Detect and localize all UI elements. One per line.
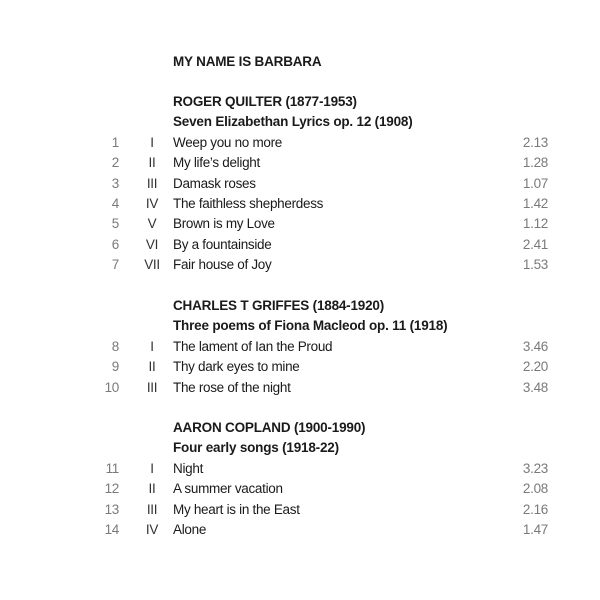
movement-number: I (150, 461, 154, 476)
movement-number: I (150, 339, 154, 354)
track-duration: 2.08 (522, 481, 548, 497)
work-heading: Four early songs (1918-22) (173, 440, 339, 455)
track-number: 9 (111, 359, 119, 375)
track-duration: 1.07 (522, 175, 548, 191)
movement-number: IV (145, 522, 159, 538)
track-row (0, 522, 600, 542)
work-heading: Seven Elizabethan Lyrics op. 12 (1908) (173, 114, 413, 129)
track-duration: 1.28 (522, 155, 548, 171)
track-row (0, 380, 600, 400)
track-row (0, 339, 600, 359)
track-title: Damask roses (173, 175, 256, 191)
track-duration: 3.48 (522, 379, 548, 395)
track-title: By a fountainside (173, 236, 272, 252)
track-title: Weep you no more (173, 135, 283, 150)
track-number: 11 (105, 461, 119, 476)
composer-heading: AARON COPLAND (1900-1990) (173, 420, 366, 435)
movement-number: I (150, 135, 154, 150)
track-number: 5 (111, 216, 119, 232)
movement-number: IV (145, 196, 159, 212)
track-number: 1 (111, 135, 119, 150)
track-row (0, 237, 600, 257)
track-row (0, 196, 600, 216)
composer-heading: ROGER QUILTER (1877-1953) (173, 94, 357, 109)
track-row (0, 176, 600, 196)
track-row (0, 359, 600, 379)
track-title: Night (173, 461, 204, 476)
track-duration: 3.46 (522, 339, 548, 354)
movement-number: V (147, 216, 157, 232)
track-title: The rose of the night (173, 379, 291, 395)
movement-number: III (146, 501, 158, 517)
movement-number: VII (144, 257, 160, 273)
track-row (0, 502, 600, 522)
work-heading: Three poems of Fiona Macleod op. 11 (1918) (173, 318, 448, 333)
track-title: Brown is my Love (173, 216, 275, 232)
track-row (0, 257, 600, 277)
track-title: The lament of Ian the Proud (173, 339, 333, 354)
track-duration: 1.12 (522, 216, 548, 232)
composer-heading: CHARLES T GRIFFES (1884-1920) (173, 298, 385, 313)
track-duration: 2.13 (522, 135, 548, 150)
track-title: Alone (173, 522, 207, 538)
track-number: 10 (104, 379, 119, 395)
movement-number: III (146, 175, 158, 191)
track-row (0, 461, 600, 481)
track-duration: 3.23 (522, 461, 548, 476)
track-duration: 1.42 (522, 196, 548, 212)
movement-number: VI (145, 236, 159, 252)
album-title: MY NAME IS BARBARA (173, 54, 322, 69)
track-row (0, 155, 600, 175)
track-row (0, 216, 600, 236)
track-duration: 1.53 (522, 257, 548, 273)
track-duration: 2.41 (522, 236, 548, 252)
track-number: 13 (104, 501, 119, 517)
track-title: Fair house of Joy (173, 257, 272, 273)
track-title: My life’s delight (173, 155, 260, 171)
track-title: My heart is in the East (173, 501, 300, 517)
movement-number: II (148, 155, 156, 171)
track-number: 7 (111, 257, 119, 273)
track-number: 4 (111, 196, 119, 212)
track-number: 2 (111, 155, 119, 171)
track-number: 3 (111, 175, 119, 191)
track-title: The faithless shepherdess (173, 196, 324, 212)
track-title: Thy dark eyes to mine (173, 359, 300, 375)
track-duration: 1.47 (522, 522, 548, 538)
track-duration: 2.20 (522, 359, 548, 375)
movement-number: II (148, 359, 156, 375)
track-row (0, 135, 600, 155)
track-number: 14 (104, 522, 119, 538)
track-title: A summer vacation (173, 481, 283, 497)
track-row (0, 481, 600, 501)
track-number: 6 (111, 236, 119, 252)
track-duration: 2.16 (522, 501, 548, 517)
movement-number: II (148, 481, 156, 497)
movement-number: III (146, 379, 158, 395)
track-number: 8 (111, 339, 119, 354)
track-number: 12 (104, 481, 119, 497)
